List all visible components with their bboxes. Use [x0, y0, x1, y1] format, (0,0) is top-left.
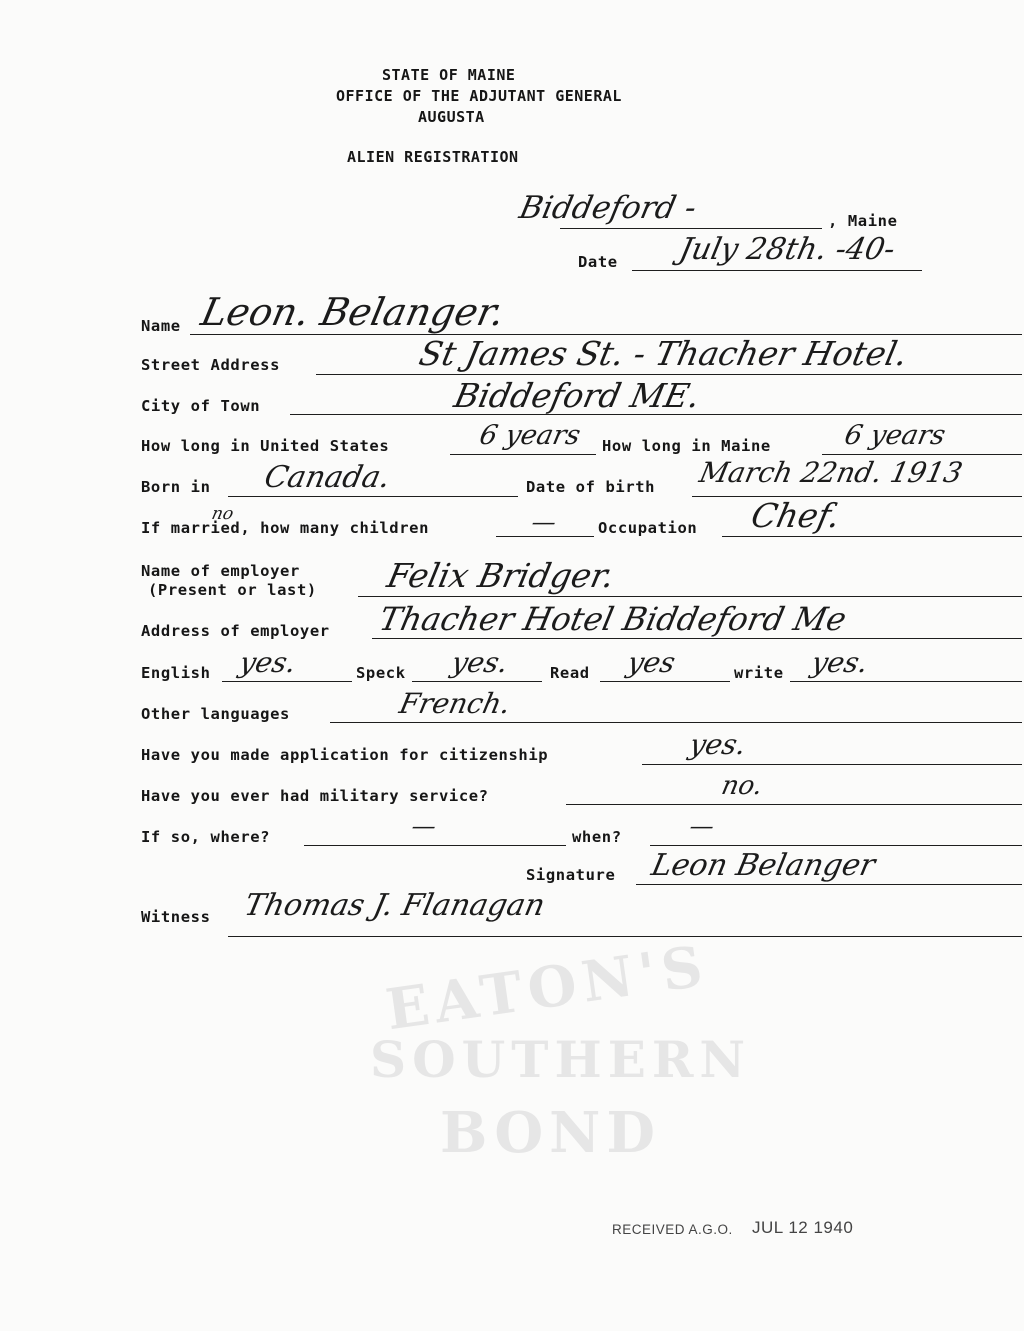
when-line — [650, 845, 1022, 846]
born-in-line — [228, 496, 518, 497]
where-label: If so, where? — [141, 828, 271, 846]
citizenship-line — [642, 764, 1022, 765]
signature-label: Signature — [526, 866, 616, 884]
how-long-maine-line — [822, 454, 1022, 455]
city-line — [290, 414, 1022, 415]
where-value: — — [409, 812, 439, 840]
military-label: Have you ever had military service? — [141, 787, 489, 805]
city-label: City of Town — [141, 397, 261, 415]
when-label: when? — [572, 828, 622, 846]
occupation-line — [722, 536, 1022, 537]
other-languages-label: Other languages — [141, 705, 290, 723]
employer-name-sublabel: (Present or last) — [148, 581, 317, 599]
children-line — [496, 536, 594, 537]
town-line — [560, 228, 822, 229]
watermark-line-1: EATON'S — [381, 932, 713, 1044]
read-value: yes — [624, 646, 679, 679]
date-line — [632, 270, 922, 271]
write-label: write — [734, 664, 784, 682]
how-long-us-label: How long in United States — [141, 437, 390, 455]
witness-label: Witness — [141, 908, 211, 926]
street-address-label: Street Address — [141, 356, 281, 374]
write-line — [790, 681, 1022, 682]
date-of-birth-line — [692, 496, 1022, 497]
speak-label: Speck — [356, 664, 406, 682]
name-label: Name — [141, 317, 181, 335]
maine-label: , Maine — [828, 212, 898, 230]
watermark-line-2: SOUTHERN — [370, 1030, 752, 1089]
english-label: English — [141, 664, 211, 682]
date-value: July 28th. -40- — [676, 232, 899, 267]
header-office: OFFICE OF THE ADJUTANT GENERAL — [336, 87, 622, 105]
date-label: Date — [578, 253, 618, 271]
date-of-birth-label: Date of birth — [526, 478, 656, 496]
other-languages-line — [330, 722, 1022, 723]
employer-address-line — [372, 638, 1022, 639]
name-value: Leon. Belanger. — [197, 290, 509, 334]
employer-name-value: Felix Bridger. — [383, 556, 618, 595]
english-value: yes. — [236, 646, 300, 679]
street-address-value: St James St. - Thacher Hotel. — [415, 334, 912, 373]
read-label: Read — [550, 664, 590, 682]
married-children-label: If married, how many children — [141, 519, 430, 537]
born-in-label: Born in — [141, 478, 211, 496]
how-long-maine-value: 6 years — [841, 420, 949, 451]
born-in-value: Canada. — [261, 460, 394, 495]
speak-line — [412, 681, 542, 682]
citizenship-value: yes. — [686, 728, 750, 761]
military-value: no. — [718, 771, 766, 801]
how-long-maine-label: How long in Maine — [602, 437, 771, 455]
when-value: — — [687, 812, 717, 840]
where-line — [304, 845, 566, 846]
speak-value: yes. — [448, 646, 512, 679]
employer-address-value: Thacher Hotel Biddeford Me — [375, 600, 850, 638]
how-long-us-line — [450, 454, 596, 455]
signature-line — [636, 884, 1022, 885]
header-state: STATE OF MAINE — [382, 66, 516, 84]
town-value: Biddeford - — [516, 190, 700, 226]
children-value: — — [529, 508, 559, 536]
employer-address-label: Address of employer — [141, 622, 330, 640]
occupation-label: Occupation — [598, 519, 698, 537]
witness-value: Thomas J. Flanagan — [241, 888, 549, 923]
other-languages-value: French. — [396, 687, 514, 720]
occupation-value: Chef. — [747, 496, 844, 535]
received-stamp-label: RECEIVED A.G.O. — [612, 1222, 733, 1237]
employer-name-line — [358, 596, 1022, 597]
employer-name-label: Name of employer — [141, 562, 300, 580]
read-line — [600, 681, 730, 682]
english-line — [222, 681, 352, 682]
write-value: yes. — [808, 646, 872, 679]
watermark-line-3: BOND — [440, 1100, 661, 1166]
street-address-line — [316, 374, 1022, 375]
military-line — [566, 804, 1022, 805]
signature-value: Leon Belanger — [648, 848, 879, 883]
married-note-value: no — [209, 504, 236, 524]
witness-line — [228, 936, 1022, 937]
received-stamp-date: JUL 12 1940 — [752, 1218, 854, 1237]
citizenship-label: Have you made application for citizenship — [141, 746, 549, 764]
date-of-birth-value: March 22nd. 1913 — [696, 456, 966, 489]
how-long-us-value: 6 years — [476, 420, 584, 451]
header-city: AUGUSTA — [418, 108, 485, 126]
city-value: Biddeford ME. — [450, 376, 704, 415]
form-title: ALIEN REGISTRATION — [347, 148, 519, 166]
